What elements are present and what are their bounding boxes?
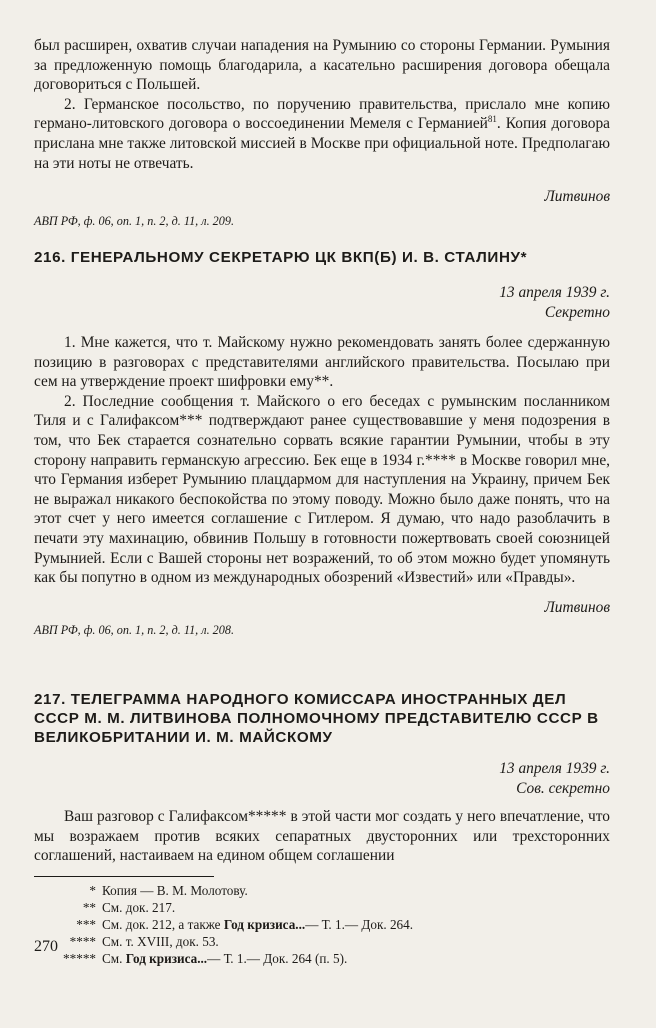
footnote: ***** См. Год кризиса...— Т. 1.— Док. 264 (п. 5).: [63, 951, 348, 966]
paragraph: 2. Германское посольство, по поручению правительства, прислало мне копию германо-литовского договора о воссоединении Мемеля с Германией$^{81}$. Копия договора прислана мне также литовской миссией в Москве при официальной ноте. Предполагаю на эти ноты не отвечать.: [34, 95, 610, 172]
signature: Литвинов: [544, 188, 610, 206]
classification: Секретно: [544, 304, 610, 321]
footnotes: [34, 882, 610, 967]
document-date: 13 апреля 1939 г.: [499, 284, 610, 301]
footnote-ref: 81: [487, 114, 497, 125]
footnote: **** См. т. XVIII, док. 53.: [69, 934, 219, 949]
document-date: 13 апреля 1939 г.: [499, 760, 610, 777]
footnote-divider: [34, 876, 214, 877]
continued-text-block: [34, 36, 610, 229]
paragraph: 1. Мне кажется, что т. Майскому нужно рекомендовать занять более сдержанную позицию в разговорах с представителями английского правительства. Посылаю при сем на утверждение проект шифровки ему**.: [34, 334, 610, 391]
classification: Сов. секретно: [516, 780, 610, 797]
footnote: *** См. док. 212, а также Год кризиса...— Т. 1.— Док. 264.: [76, 917, 414, 932]
paragraph: 2. Последние сообщения т. Майского о его беседах с румынским посланником Тиля и с Галифаксом*** подтверждают ранее существовавшие у меня подозрения в том, что Бек старается сознательно сорвать всякие гарантии Румынии, чтобы в эту сторону направить германскую агрессию. Бек еще в 1934 г.**** в Москве говорил мне, что Германия изберет Румынию плацдармом для наступления на Украину, причем Бек не выражал никакого беспокойства по этому поводу. Можно было даже понять, что на этот счет у него имеется соглашение с Гитлером. Я думаю, что надо разоблачить в печати эту махинацию, обвинив Польшу в готовности пожертвовать своей союзницей Румынией. Если с Вашей стороны нет возражений, то об этом можно будет упомянуть как бы попутно в одном из международных обозрений «Известий» или «Правды».: [34, 392, 610, 587]
document-heading: 216. ГЕНЕРАЛЬНОМУ СЕКРЕТАРЮ ЦК ВКП(Б) И. В. СТАЛИНУ*: [34, 249, 528, 266]
paragraph: был расширен, охватив случаи нападения на Румынию со стороны Германии. Румыния за предложенную помощь благодарила, а касательно расширения договора обещала договориться с Польшей.: [34, 37, 610, 94]
footnote: * Копия — В. М. Молотову.: [89, 883, 248, 898]
document-217: [34, 690, 610, 866]
signature: Литвинов: [544, 598, 610, 616]
document-heading: 217. ТЕЛЕГРАММА НАРОДНОГО КОМИССАРА ИНОСТРАННЫХ ДЕЛ СССР М. М. ЛИТВИНОВА ПОЛНОМОЧНОМУ ПРЕДСТАВИТЕЛЮ СССР В ВЕЛИКОБРИТАНИИ И. М. МАЙСКОМУ: [34, 691, 599, 746]
footnote: ** См. док. 217.: [82, 900, 176, 915]
archive-reference: АВП РФ, ф. 06, оп. 1, п. 2, д. 11, л. 208.: [34, 622, 234, 637]
paragraph: Ваш разговор с Галифаксом***** в этой части мог создать у него впечатление, что мы возражаем против всяких сепаратных двусторонних или трехсторонних соглашений, настаиваем на едином общем соглашении: [34, 808, 610, 865]
archive-reference: АВП РФ, ф. 06, оп. 1, п. 2, д. 11, л. 209.: [34, 214, 234, 229]
page-number: 270: [34, 938, 58, 955]
document-216: [34, 248, 610, 638]
